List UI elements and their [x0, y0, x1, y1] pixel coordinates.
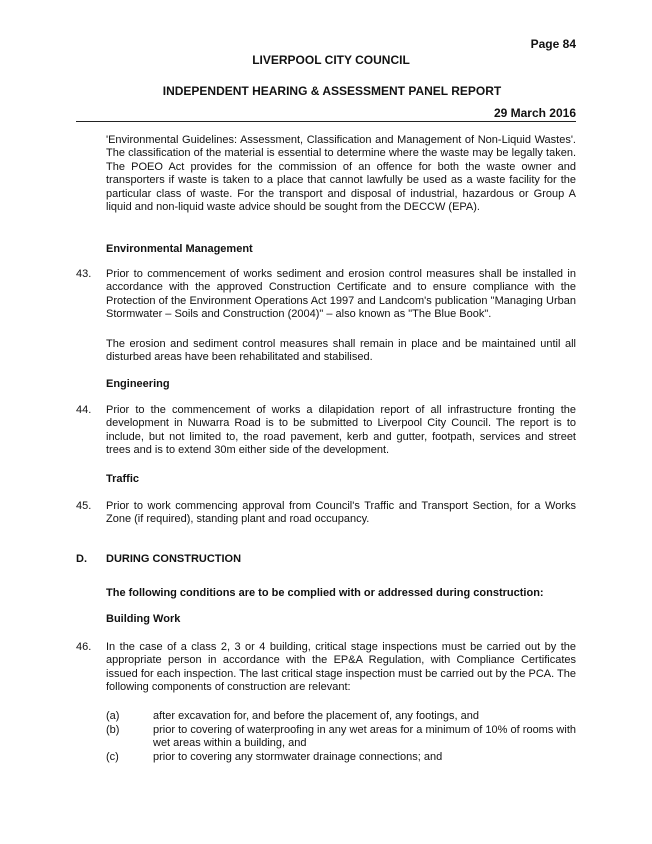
section-letter-d: D.	[76, 553, 87, 565]
list-item-label: (b)	[106, 724, 120, 736]
intro-paragraph: 'Environmental Guidelines: Assessment, Classification and Management of Non-Liquid Wastes'. The classification of the material is essential to determine where the waste may be legally taken. The POEO Act provides for the commission of an offence for both the waste owner and transporters if waste is taken to a place that cannot lawfully be used as a waste facility for the particular class of waste. For the transport and disposal of industrial, hazardous or Group A liquid and non-liquid waste advice should be sought from the DECCW (EPA).	[106, 134, 576, 214]
list-item-text: prior to covering of waterproofing in any wet areas for a minimum of 10% of rooms with wet areas within a building, and	[153, 724, 576, 750]
section-title-during-construction: DURING CONSTRUCTION	[106, 553, 242, 565]
condition-45-paragraph: Prior to work commencing approval from Council's Traffic and Transport Section, for a Works Zone (if required), standing plant and road occupancy.	[106, 500, 576, 526]
list-item-label: (c)	[106, 751, 119, 763]
heading-environmental-management: Environmental Management	[106, 243, 253, 255]
condition-number-44: 44.	[76, 404, 92, 416]
list-item-label: (a)	[106, 710, 120, 722]
header-divider	[76, 121, 576, 122]
condition-number-45: 45.	[76, 500, 92, 512]
condition-44-paragraph: Prior to the commencement of works a dilapidation report of all infrastructure fronting the development in Nuwarra Road is to be submitted to Liverpool City Council. The report is to include, but not limited to, the road pavement, kerb and gutter, footpath, services and street trees and is to extend 30m either side of the development.	[106, 404, 576, 457]
section-subtitle: The following conditions are to be complied with or addressed during construction:	[106, 587, 544, 599]
condition-number-43: 43.	[76, 268, 92, 280]
council-name: LIVERPOOL CITY COUNCIL	[252, 53, 410, 67]
list-item-text: after excavation for, and before the placement of, any footings, and	[153, 710, 479, 722]
report-title: INDEPENDENT HEARING & ASSESSMENT PANEL REPORT	[162, 84, 502, 98]
condition-43-paragraph-1: Prior to commencement of works sediment and erosion control measures shall be installed in accordance with the approved Construction Certificate and to ensure compliance with the Protection of the Environment Operations Act 1997 and Landcom's publication "Managing Urban Stormwater – Soils and Construction (2004)" – also known as "The Blue Book".	[106, 268, 576, 321]
condition-43-paragraph-2: The erosion and sediment control measures shall remain in place and be maintained until all disturbed areas have been rehabilitated and stabilised.	[106, 338, 576, 364]
page-number: Page 84	[530, 37, 576, 51]
heading-engineering: Engineering	[106, 378, 170, 390]
report-date: 29 March 2016	[493, 106, 576, 120]
list-item-text: prior to covering any stormwater drainage connections; and	[153, 751, 443, 763]
condition-number-46: 46.	[76, 641, 92, 653]
heading-building-work: Building Work	[106, 613, 181, 625]
condition-46-paragraph: In the case of a class 2, 3 or 4 building, critical stage inspections must be carried out by the appropriate person in accordance with the EP&A Regulation, with Compliance Certificates issued for each inspection. The last critical stage inspection must be carried out by the PCA. The following components of construction are relevant:	[106, 641, 576, 694]
heading-traffic: Traffic	[106, 473, 140, 485]
